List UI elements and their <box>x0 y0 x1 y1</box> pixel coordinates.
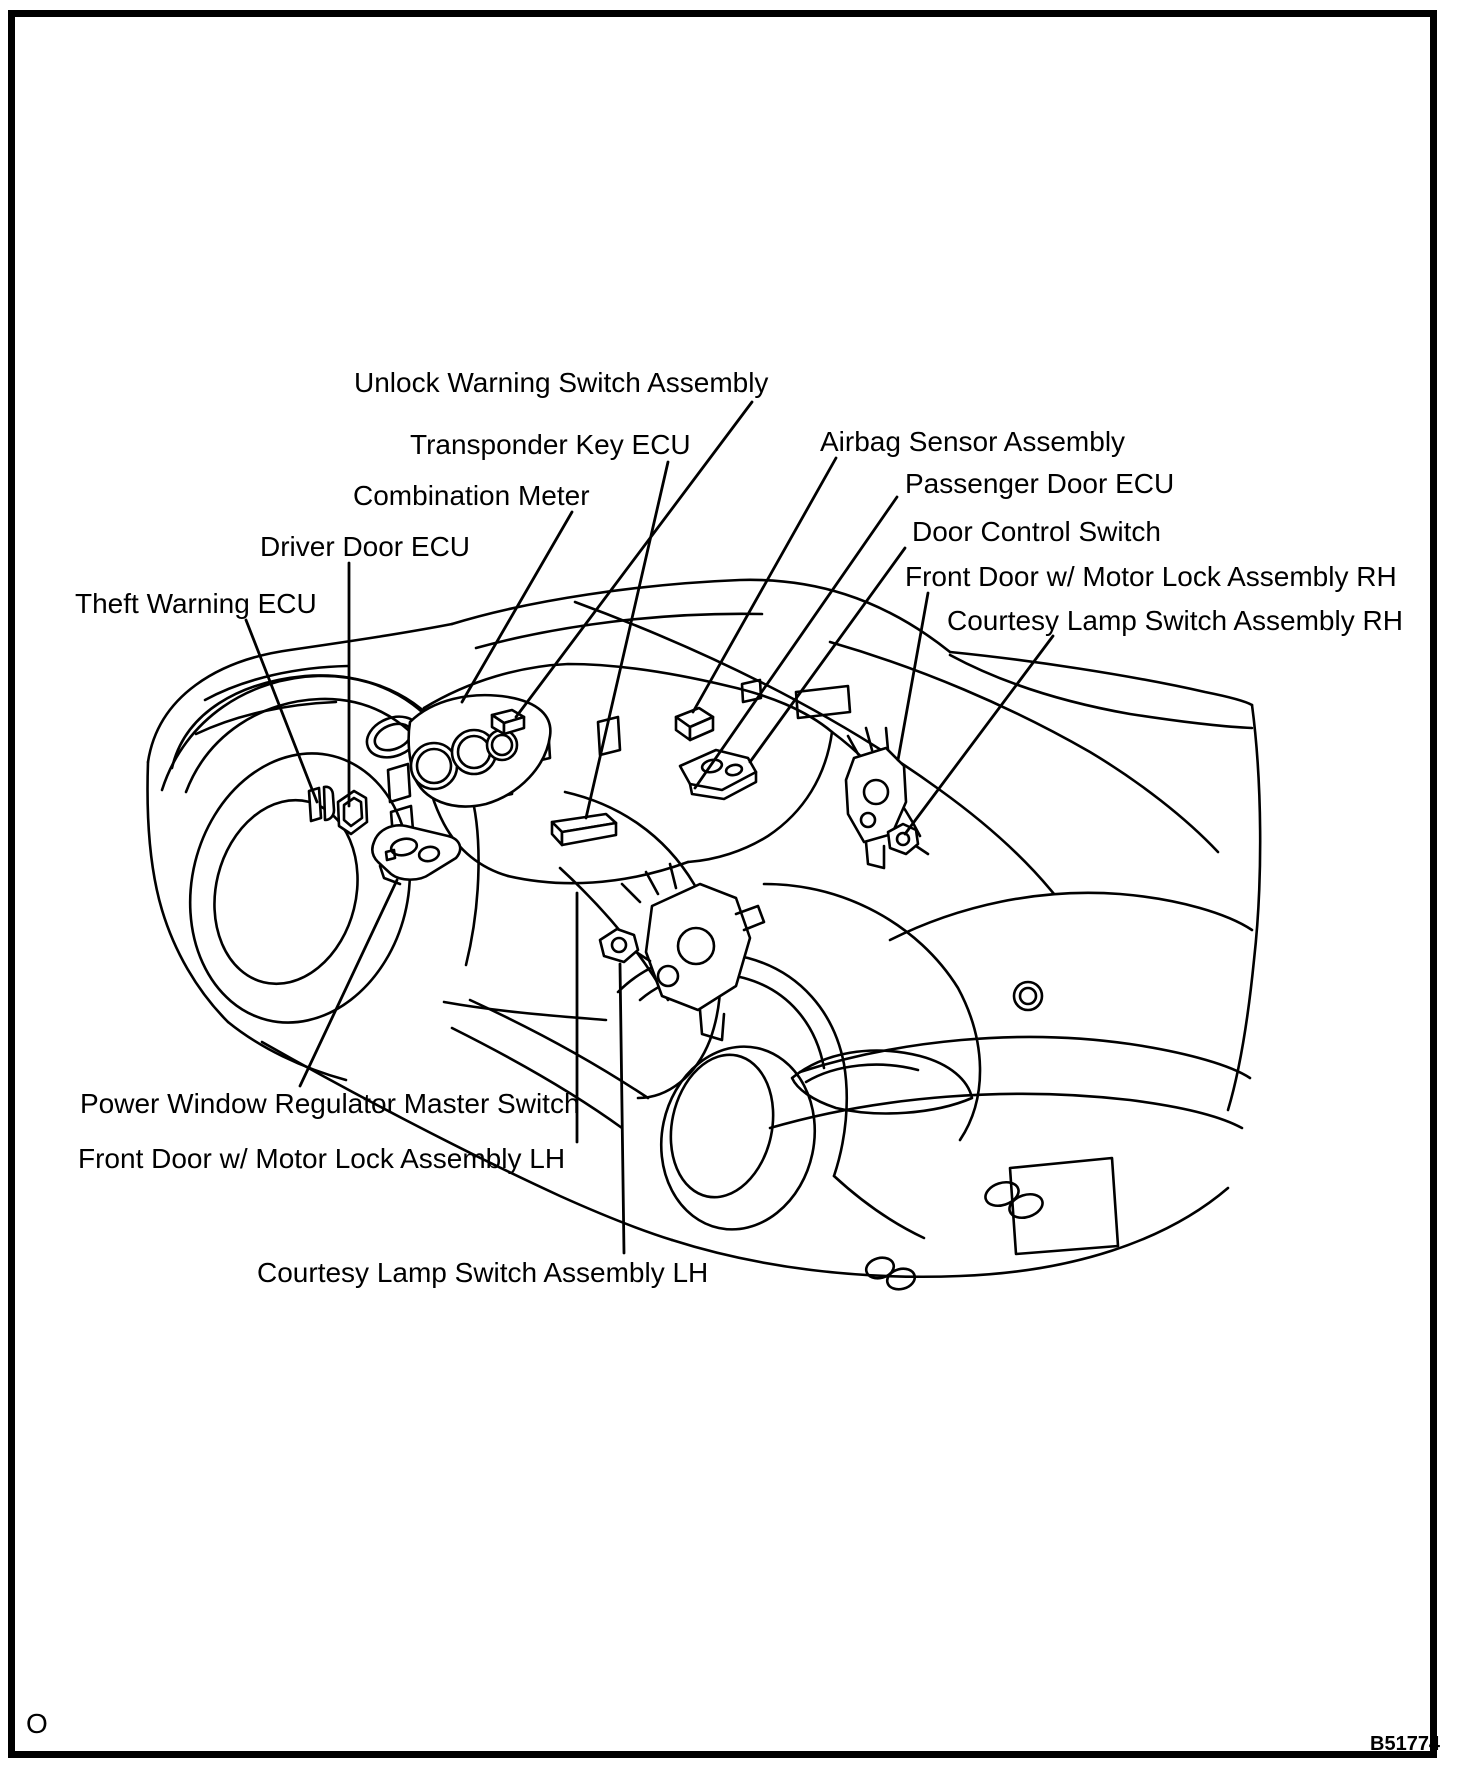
label-transponder-key-ecu: Transponder Key ECU <box>410 429 691 460</box>
door-control-switch-drawing <box>680 750 756 799</box>
leader-transponder-key <box>586 462 668 818</box>
label-airbag-sensor-assembly: Airbag Sensor Assembly <box>820 426 1126 457</box>
courtesy-lamp-switch-lh-drawing <box>600 929 650 962</box>
driver-door-ecu-drawing <box>338 791 367 834</box>
page-marker: O <box>26 1708 48 1739</box>
leader-pw-master-switch <box>300 880 397 1086</box>
label-courtesy-lamp-rh: Courtesy Lamp Switch Assembly RH <box>947 605 1403 636</box>
label-front-door-lock-rh: Front Door w/ Motor Lock Assembly RH <box>905 561 1397 592</box>
leader-courtesy-lh <box>620 964 624 1253</box>
label-door-control-switch: Door Control Switch <box>912 516 1161 547</box>
combination-meter-drawing <box>409 695 551 806</box>
leader-front-door-rh <box>898 593 928 760</box>
leader-courtesy-rh <box>905 636 1053 834</box>
leader-combination-meter <box>462 512 572 702</box>
label-theft-warning-ecu: Theft Warning ECU <box>75 588 317 619</box>
label-driver-door-ecu: Driver Door ECU <box>260 531 471 562</box>
label-combination-meter: Combination Meter <box>353 480 590 511</box>
label-unlock-warning-switch: Unlock Warning Switch Assembly <box>354 367 769 398</box>
power-window-master-switch-drawing <box>372 825 460 884</box>
label-front-door-lock-lh: Front Door w/ Motor Lock Assembly LH <box>78 1143 566 1174</box>
transponder-key-ecu-drawing <box>552 814 616 845</box>
leader-passenger-door-ecu <box>695 497 897 788</box>
airbag-sensor-drawing <box>676 708 713 740</box>
label-pw-regulator-master-switch: Power Window Regulator Master Switch <box>80 1088 580 1119</box>
front-door-lock-lh-drawing <box>622 864 764 1040</box>
figure-code: B51774 <box>1370 1733 1441 1755</box>
label-courtesy-lamp-lh: Courtesy Lamp Switch Assembly LH <box>257 1257 709 1288</box>
label-passenger-door-ecu: Passenger Door ECU <box>905 468 1175 499</box>
